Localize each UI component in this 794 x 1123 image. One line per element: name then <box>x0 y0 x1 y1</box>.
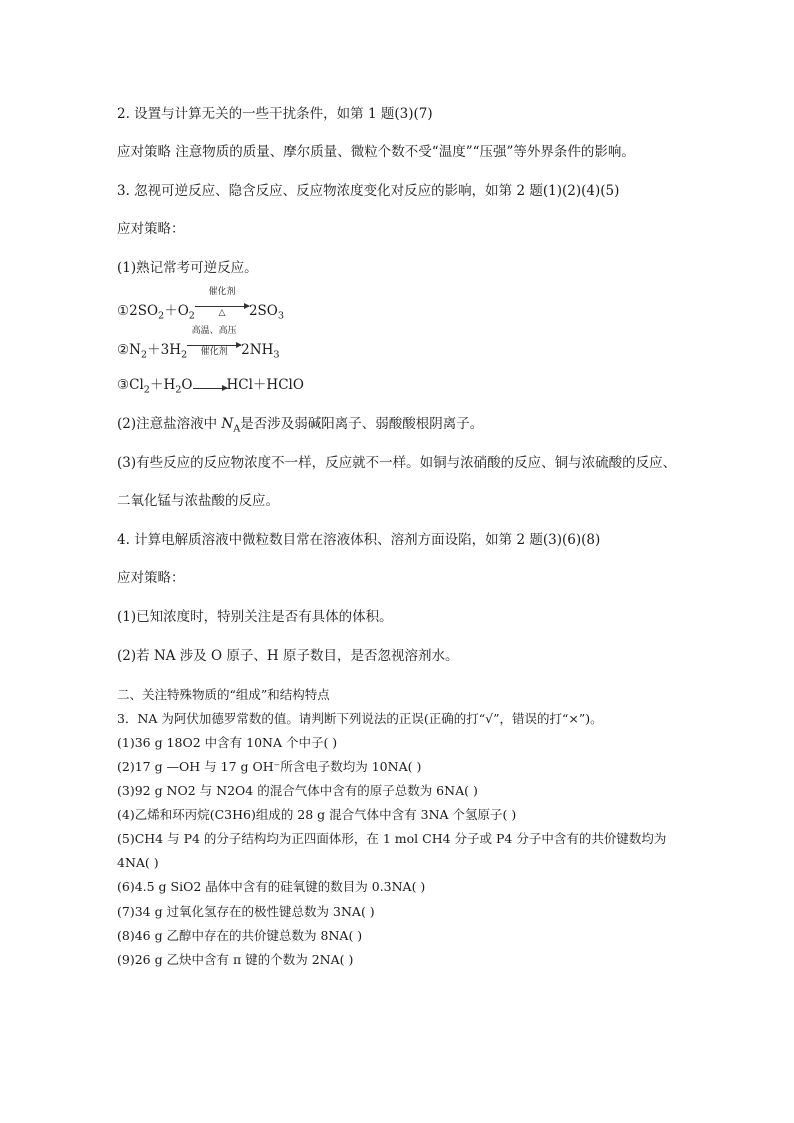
question-item-1: (1)36 g 18O2 中含有 10NA 个中子( ) <box>117 735 338 750</box>
question-item-7: (7)34 g 过氧化氢存在的极性键总数为 3NA( ) <box>117 904 375 919</box>
eq3-prefix: ③ <box>117 377 130 393</box>
na-symbol: N <box>221 416 234 432</box>
question-item-6: (6)4.5 g SiO2 晶体中含有的硅氧键的数目为 0.3NA( ) <box>117 879 426 894</box>
section-heading-4: 4. 计算电解质溶液中微粒数目常在溶液体积、溶剂方面设陷，如第 2 题(3)(6)(8) <box>117 532 601 548</box>
eq2-prefix: ② <box>117 342 130 358</box>
section-heading-3: 3. 忽视可逆反应、隐含反应、反应物浓度变化对反应的影响，如第 2 题(1)(2)(4)(5) <box>117 183 620 199</box>
section-heading-2: 2. 设置与计算无关的一些干扰条件，如第 1 题(3)(7) <box>117 106 433 122</box>
strategy-text-1: 应对策略 注意物质的质量、摩尔质量、微粒个数不受“温度”“压强”等外界条件的影响。 <box>117 144 635 160</box>
strategy-item-4: (1)已知浓度时，特别关注是否有具体的体积。 <box>117 609 393 625</box>
strategy-item-2: (2)注意盐溶液中 $N_A$是否涉及弱碱阳离子、弱酸酸根阴离子。 <box>117 416 484 435</box>
reversible-arrow <box>193 380 227 389</box>
reversible-arrow <box>187 326 241 357</box>
eq2-condition-bottom: 催化剂 <box>200 347 228 357</box>
question-item-5-cont: 4NA( ) <box>117 855 159 870</box>
equation-1: $①2SO_2+O_2$ 催化剂 △ $2SO_3$ <box>117 287 285 322</box>
equation-2: $②N_2+3H_2$ 高温、高压 催化剂 $2NH_3$ <box>117 326 280 361</box>
part-heading-2: 二、关注特殊物质的“组成”和结构特点 <box>117 687 330 702</box>
eq1-condition-top: 催化剂 <box>208 287 236 297</box>
equation-3: $③Cl_2+H_2O$ HCl＋HClO <box>117 377 304 396</box>
question-item-5: (5)CH4 与 P4 的分子结构均为正四面体形，在 1 mol CH4 分子或 P4 分子中含有的共价键数均为 <box>117 831 667 846</box>
strategy-label-1: 应对策略： <box>117 221 185 237</box>
question-item-3: (3)92 g NO2 与 N2O4 的混合气体中含有的原子总数为 6NA( ) <box>117 783 478 798</box>
question-item-4: (4)乙烯和环丙烷(C3H6)组成的 28 g 混合气体中含有 3NA 个氢原子( ) <box>117 807 517 822</box>
strategy-item-5: (2)若 NA 涉及 O 原子、H 原子数目，是否忽视溶剂水。 <box>117 648 459 664</box>
eq1-condition-bottom: △ <box>218 308 226 318</box>
question-item-8: (8)46 g 乙醇中存在的共价键总数为 8NA( ) <box>117 928 363 943</box>
question-3-stem: 3．NA 为阿伏加德罗常数的值。请判断下列说法的正误(正确的打“√”，错误的打“×”)。 <box>117 711 603 726</box>
strategy-item-3: (3)有些反应的反应物浓度不一样，反应就不一样。如铜与浓硝酸的反应、铜与浓硫酸的反应、 <box>117 455 677 471</box>
strategy-item-1: (1)熟记常考可逆反应。 <box>117 260 258 276</box>
strategy-label-2: 应对策略： <box>117 570 185 586</box>
question-item-2: (2)17 g —OH 与 17 g OH⁻所含电子数均为 10NA( ) <box>117 759 422 774</box>
reversible-arrow <box>195 287 249 318</box>
eq1-prefix: ① <box>117 303 130 319</box>
strategy-item-3-cont: 二氧化锰与浓盐酸的反应。 <box>117 493 279 509</box>
question-item-9: (9)26 g 乙炔中含有 π 键的个数为 2NA( ) <box>117 952 354 967</box>
eq2-condition-top: 高温、高压 <box>191 326 237 336</box>
